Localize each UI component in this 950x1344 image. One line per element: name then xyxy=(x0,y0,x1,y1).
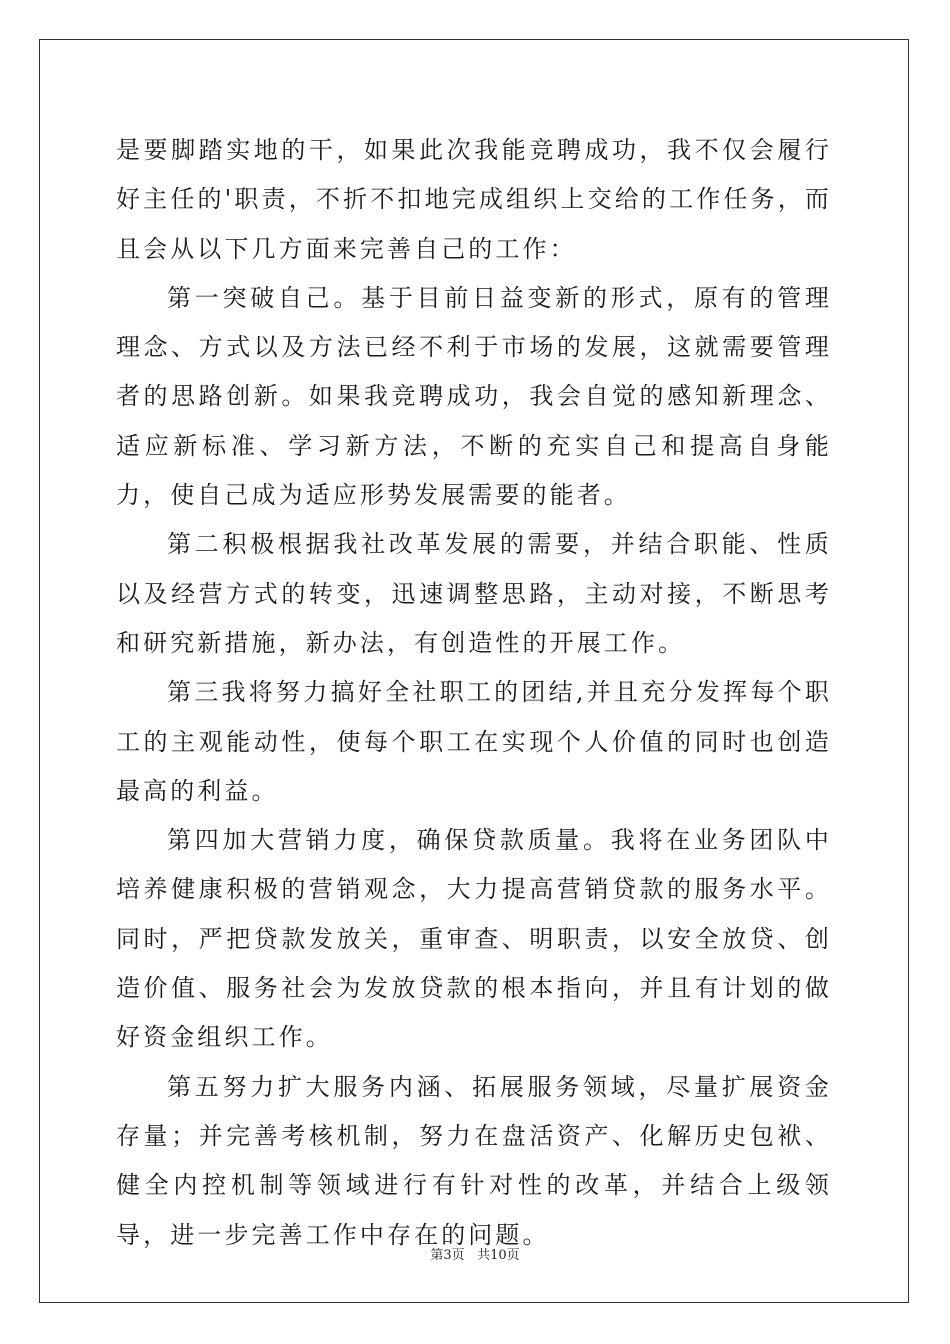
paragraph-first-point: 第一突破自己。基于目前日益变新的形式，原有的管理理念、方式以及方法已经不利于市场的发展，这就需要管理者的思路创新。如果我竞聘成功，我会自觉的感知新理念、适应新标准、学习新方法，不断的充实自己和提高自身能力，使自己成为适应形势发展需要的能者。 xyxy=(116,283,832,510)
paragraph-fifth-point: 第五努力扩大服务内涵、拓展服务领域，尽量扩展资金存量；并完善考核机制，努力在盘活资产、化解历史包袱、健全内控机制等领域进行有针对性的改革，并结合上级领导，进一步完善工作中存在的问题。 xyxy=(116,1072,832,1249)
page-total: 共10页 xyxy=(477,1248,520,1263)
paragraph-fourth-point: 第四加大营销力度，确保贷款质量。我将在业务团队中培养健康积极的营销观念，大力提高营销贷款的服务水平。同时，严把贷款发放关，重审查、明职责，以安全放贷、创造价值、服务社会为发放贷款的根本指向，并且有计划的做好资金组织工作。 xyxy=(116,826,832,1052)
page-number: 第3页 xyxy=(430,1248,465,1263)
paragraph-second-point: 第二积极根据我社改革发展的需要，并结合职能、性质以及经营方式的转变，迅速调整思路，主动对接，不断思考和研究新措施，新办法，有创造性的开展工作。 xyxy=(116,530,832,657)
paragraph-third-point: 第三我将努力搞好全社职工的团结,并且充分发挥每个职工的主观能动性，使每个职工在实现个人价值的同时也创造最高的利益。 xyxy=(116,678,832,805)
page-footer xyxy=(0,1244,950,1263)
document-body xyxy=(116,126,832,1260)
paragraph-continuation: 是要脚踏实地的干，如果此次我能竞聘成功，我不仅会履行好主任的'职责，不折不扣地完成组织上交给的工作任务，而且会从以下几方面来完善自己的工作： xyxy=(116,136,832,263)
